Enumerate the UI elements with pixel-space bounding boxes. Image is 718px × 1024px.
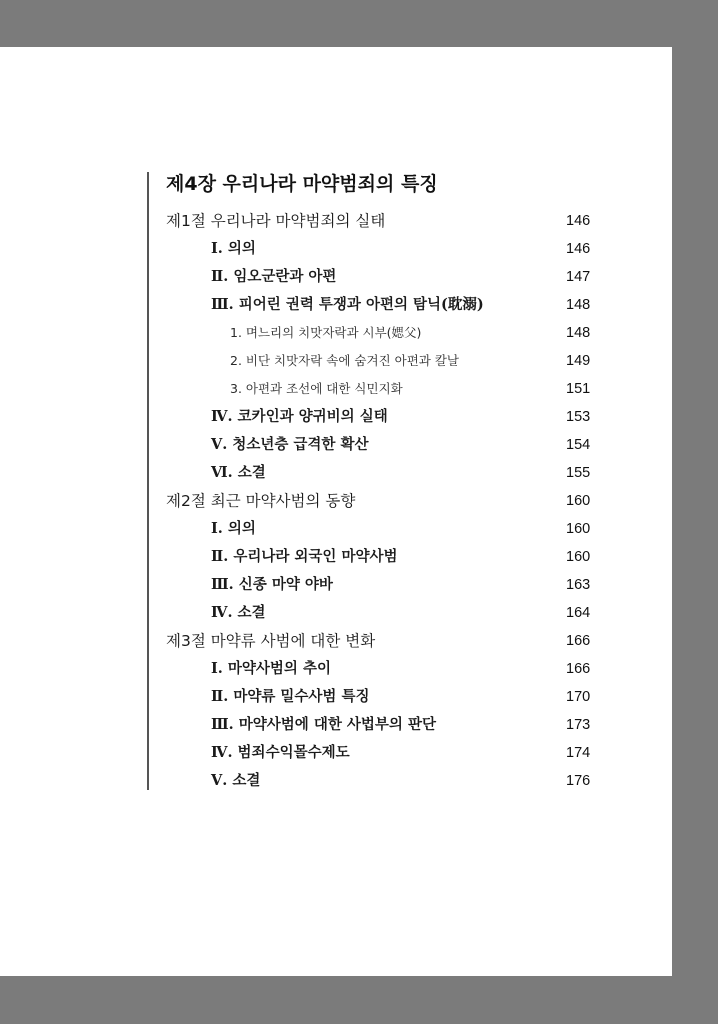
toc-page-number: 170: [566, 689, 591, 705]
toc-page-number: 166: [566, 633, 591, 649]
document-page: [0, 47, 672, 976]
toc-section-row: [0, 627, 672, 655]
toc-page-number: 148: [566, 325, 591, 341]
toc-page-number: 148: [566, 297, 591, 313]
toc-item-row: [0, 403, 672, 431]
toc-page-number: 163: [566, 577, 591, 593]
toc-item-row: [0, 767, 672, 795]
toc-item-label: Ⅱ. 마약류 밀수사범 특징: [211, 688, 370, 705]
toc-item-label: Ⅰ. 의의: [211, 520, 256, 537]
toc-page-number: 160: [566, 549, 591, 565]
toc-item-row: [0, 655, 672, 683]
toc-page-number: 146: [566, 213, 591, 229]
chapter-title: 제4장 우리나라 마약범죄의 특징: [166, 173, 438, 195]
toc-sub-label: 2. 비단 치맛자락 속에 숨겨진 아편과 칼날: [230, 353, 459, 368]
toc-page-number: 146: [566, 241, 591, 257]
toc-page-number: 166: [566, 661, 591, 677]
toc-item-row: [0, 459, 672, 487]
toc-page-number: 153: [566, 409, 591, 425]
toc-sub-label: 1. 며느리의 치맛자락과 시부(媤父): [230, 325, 422, 340]
toc-page-number: 149: [566, 353, 591, 369]
toc-item-label: Ⅳ. 소결: [211, 604, 266, 621]
toc-sub-label: 3. 아편과 조선에 대한 식민지화: [230, 381, 403, 396]
toc-section-label: 제1절 우리나라 마약범죄의 실태: [166, 212, 386, 230]
toc-section-label: 제3절 마약류 사범에 대한 변화: [166, 632, 376, 650]
toc-page-number: 147: [566, 269, 591, 285]
toc-item-row: [0, 543, 672, 571]
toc-page-number: 160: [566, 493, 591, 509]
toc-page-number: 154: [566, 437, 591, 453]
toc-item-label: Ⅰ. 의의: [211, 240, 256, 257]
toc-section-row: [0, 207, 672, 235]
toc-item-row: [0, 683, 672, 711]
toc-page-number: 151: [566, 381, 591, 397]
toc-item-row: [0, 235, 672, 263]
toc-sub-row: [0, 319, 672, 347]
toc-section-row: [0, 487, 672, 515]
toc-item-label: Ⅴ. 청소년층 급격한 확산: [211, 436, 369, 453]
toc-page-number: 173: [566, 717, 591, 733]
toc-item-label: Ⅳ. 범죄수익몰수제도: [211, 744, 350, 761]
toc-item-row: [0, 431, 672, 459]
toc-item-label: Ⅱ. 우리나라 외국인 마약사범: [211, 548, 398, 565]
toc-page-number: 176: [566, 773, 591, 789]
toc-sub-row: [0, 375, 672, 403]
toc-item-row: [0, 515, 672, 543]
toc-page-number: 160: [566, 521, 591, 537]
toc-item-label: Ⅲ. 마약사범에 대한 사법부의 판단: [211, 716, 436, 733]
toc-page-number: 174: [566, 745, 591, 761]
toc-item-row: [0, 739, 672, 767]
toc-item-row: [0, 711, 672, 739]
toc-item-label: Ⅰ. 마약사범의 추이: [211, 660, 331, 677]
toc-section-label: 제2절 최근 마약사범의 동향: [166, 492, 356, 510]
toc-page-number: 164: [566, 605, 591, 621]
toc-item-row: [0, 571, 672, 599]
toc-item-label: Ⅴ. 소결: [211, 772, 261, 789]
toc-item-row: [0, 291, 672, 319]
toc-page-number: 155: [566, 465, 591, 481]
toc-item-label: Ⅵ. 소결: [211, 464, 266, 481]
toc-item-label: Ⅳ. 코카인과 양귀비의 실태: [211, 408, 388, 425]
toc-item-row: [0, 599, 672, 627]
toc-item-label: Ⅲ. 피어린 권력 투쟁과 아편의 탐닉(耽溺): [211, 296, 484, 313]
toc-item-label: Ⅲ. 신종 마약 야바: [211, 576, 333, 593]
toc-item-row: [0, 263, 672, 291]
toc-item-label: Ⅱ. 임오군란과 아편: [211, 268, 337, 285]
toc-sub-row: [0, 347, 672, 375]
